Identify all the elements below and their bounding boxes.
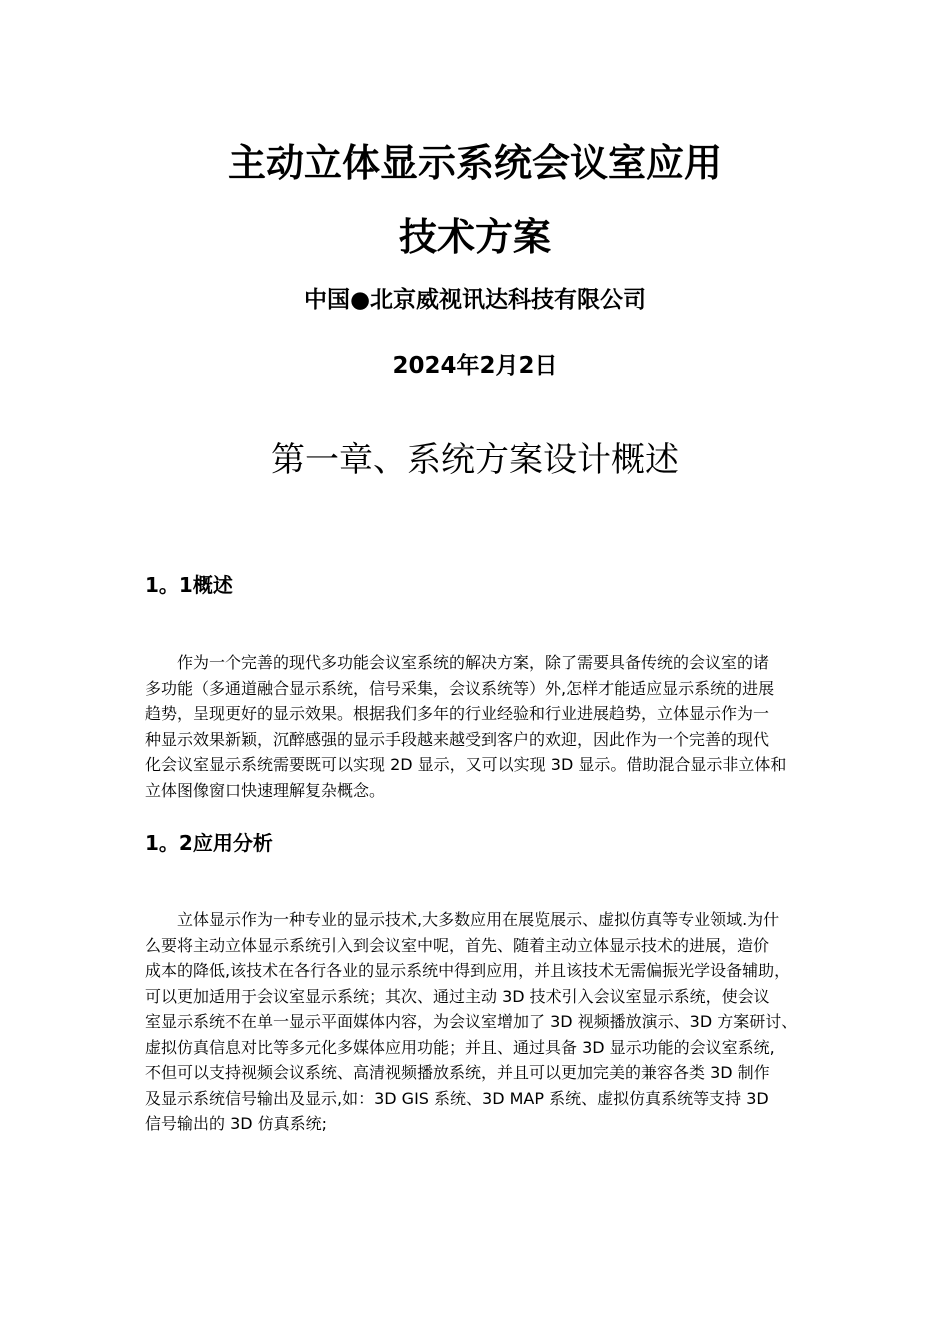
paragraph-line: 室显示系统不在单一显示平面媒体内容，为会议室增加了 3D 视频播放演示、3D 方案研讨、 (145, 1012, 798, 1031)
paragraph-line: 不但可以支持视频会议系统、高清视频播放系统，并且可以更加完美的兼容各类 3D 制作 (145, 1063, 770, 1082)
paragraph-line: 趋势，呈现更好的显示效果。根据我们多年的行业经验和行业进展趋势，立体显示作为一 (145, 704, 770, 723)
section-body-application-analysis (145, 907, 817, 1137)
paragraph-line: 么要将主动立体显示系统引入到会议室中呢，首先、随着主动立体显示技术的进展，造价 (145, 935, 770, 955)
paragraph-line: 立体图像窗口快速理解复杂概念。 (145, 780, 386, 800)
paragraph-line: 作为一个完善的现代多功能会议室系统的解决方案，除了需要具备传统的会议室的诸 (177, 653, 770, 672)
document-title-line-1: 主动立体显示系统会议室应用 (227, 141, 722, 185)
paragraph-line: 多功能（多通道融合显示系统，信号采集，会议系统等）外,怎样才能适应显示系统的进展 (145, 678, 775, 698)
paragraph-line: 成本的降低,该技术在各行各业的显示系统中得到应用，并且该技术无需偏振光学设备辅助， (145, 961, 791, 980)
paragraph-line: 及显示系统信号输出及显示,如：3D GIS 系统、3D MAP 系统、虚拟仿真系统等支持 3D (145, 1088, 769, 1108)
paragraph-line: 立体显示作为一种专业的显示技术,大多数应用在展览展示、虚拟仿真等专业领域.为什 (177, 910, 780, 929)
paragraph-line: 化会议室显示系统需要既可以实现 2D 显示，又可以实现 3D 显示。借助混合显示非立体和 (145, 755, 787, 774)
document-title-line-2: 技术方案 (398, 215, 551, 259)
paragraph-line: 信号输出的 3D 仿真系统; (145, 1114, 328, 1133)
paragraph-line: 种显示效果新颖，沉醉感强的显示手段越来越受到客户的欢迎，因此作为一个完善的现代 (145, 729, 770, 749)
paragraph-line: 虚拟仿真信息对比等多元化多媒体应用功能；并且、通过具备 3D 显示功能的会议室系统, (145, 1037, 775, 1057)
section-heading-application-analysis: 1。2应用分析 (145, 831, 273, 855)
company-name: 中国●北京威视讯达科技有限公司 (303, 287, 647, 313)
paragraph-line: 可以更加适用于会议室显示系统；其次、通过主动 3D 技术引入会议室显示系统，使会议 (145, 986, 770, 1006)
chapter-title: 第一章、系统方案设计概述 (271, 440, 679, 480)
section-heading-overview: 1。1概述 (145, 573, 233, 597)
section-body-overview (145, 650, 817, 803)
document-date: 2024年2月2日 (392, 353, 558, 379)
